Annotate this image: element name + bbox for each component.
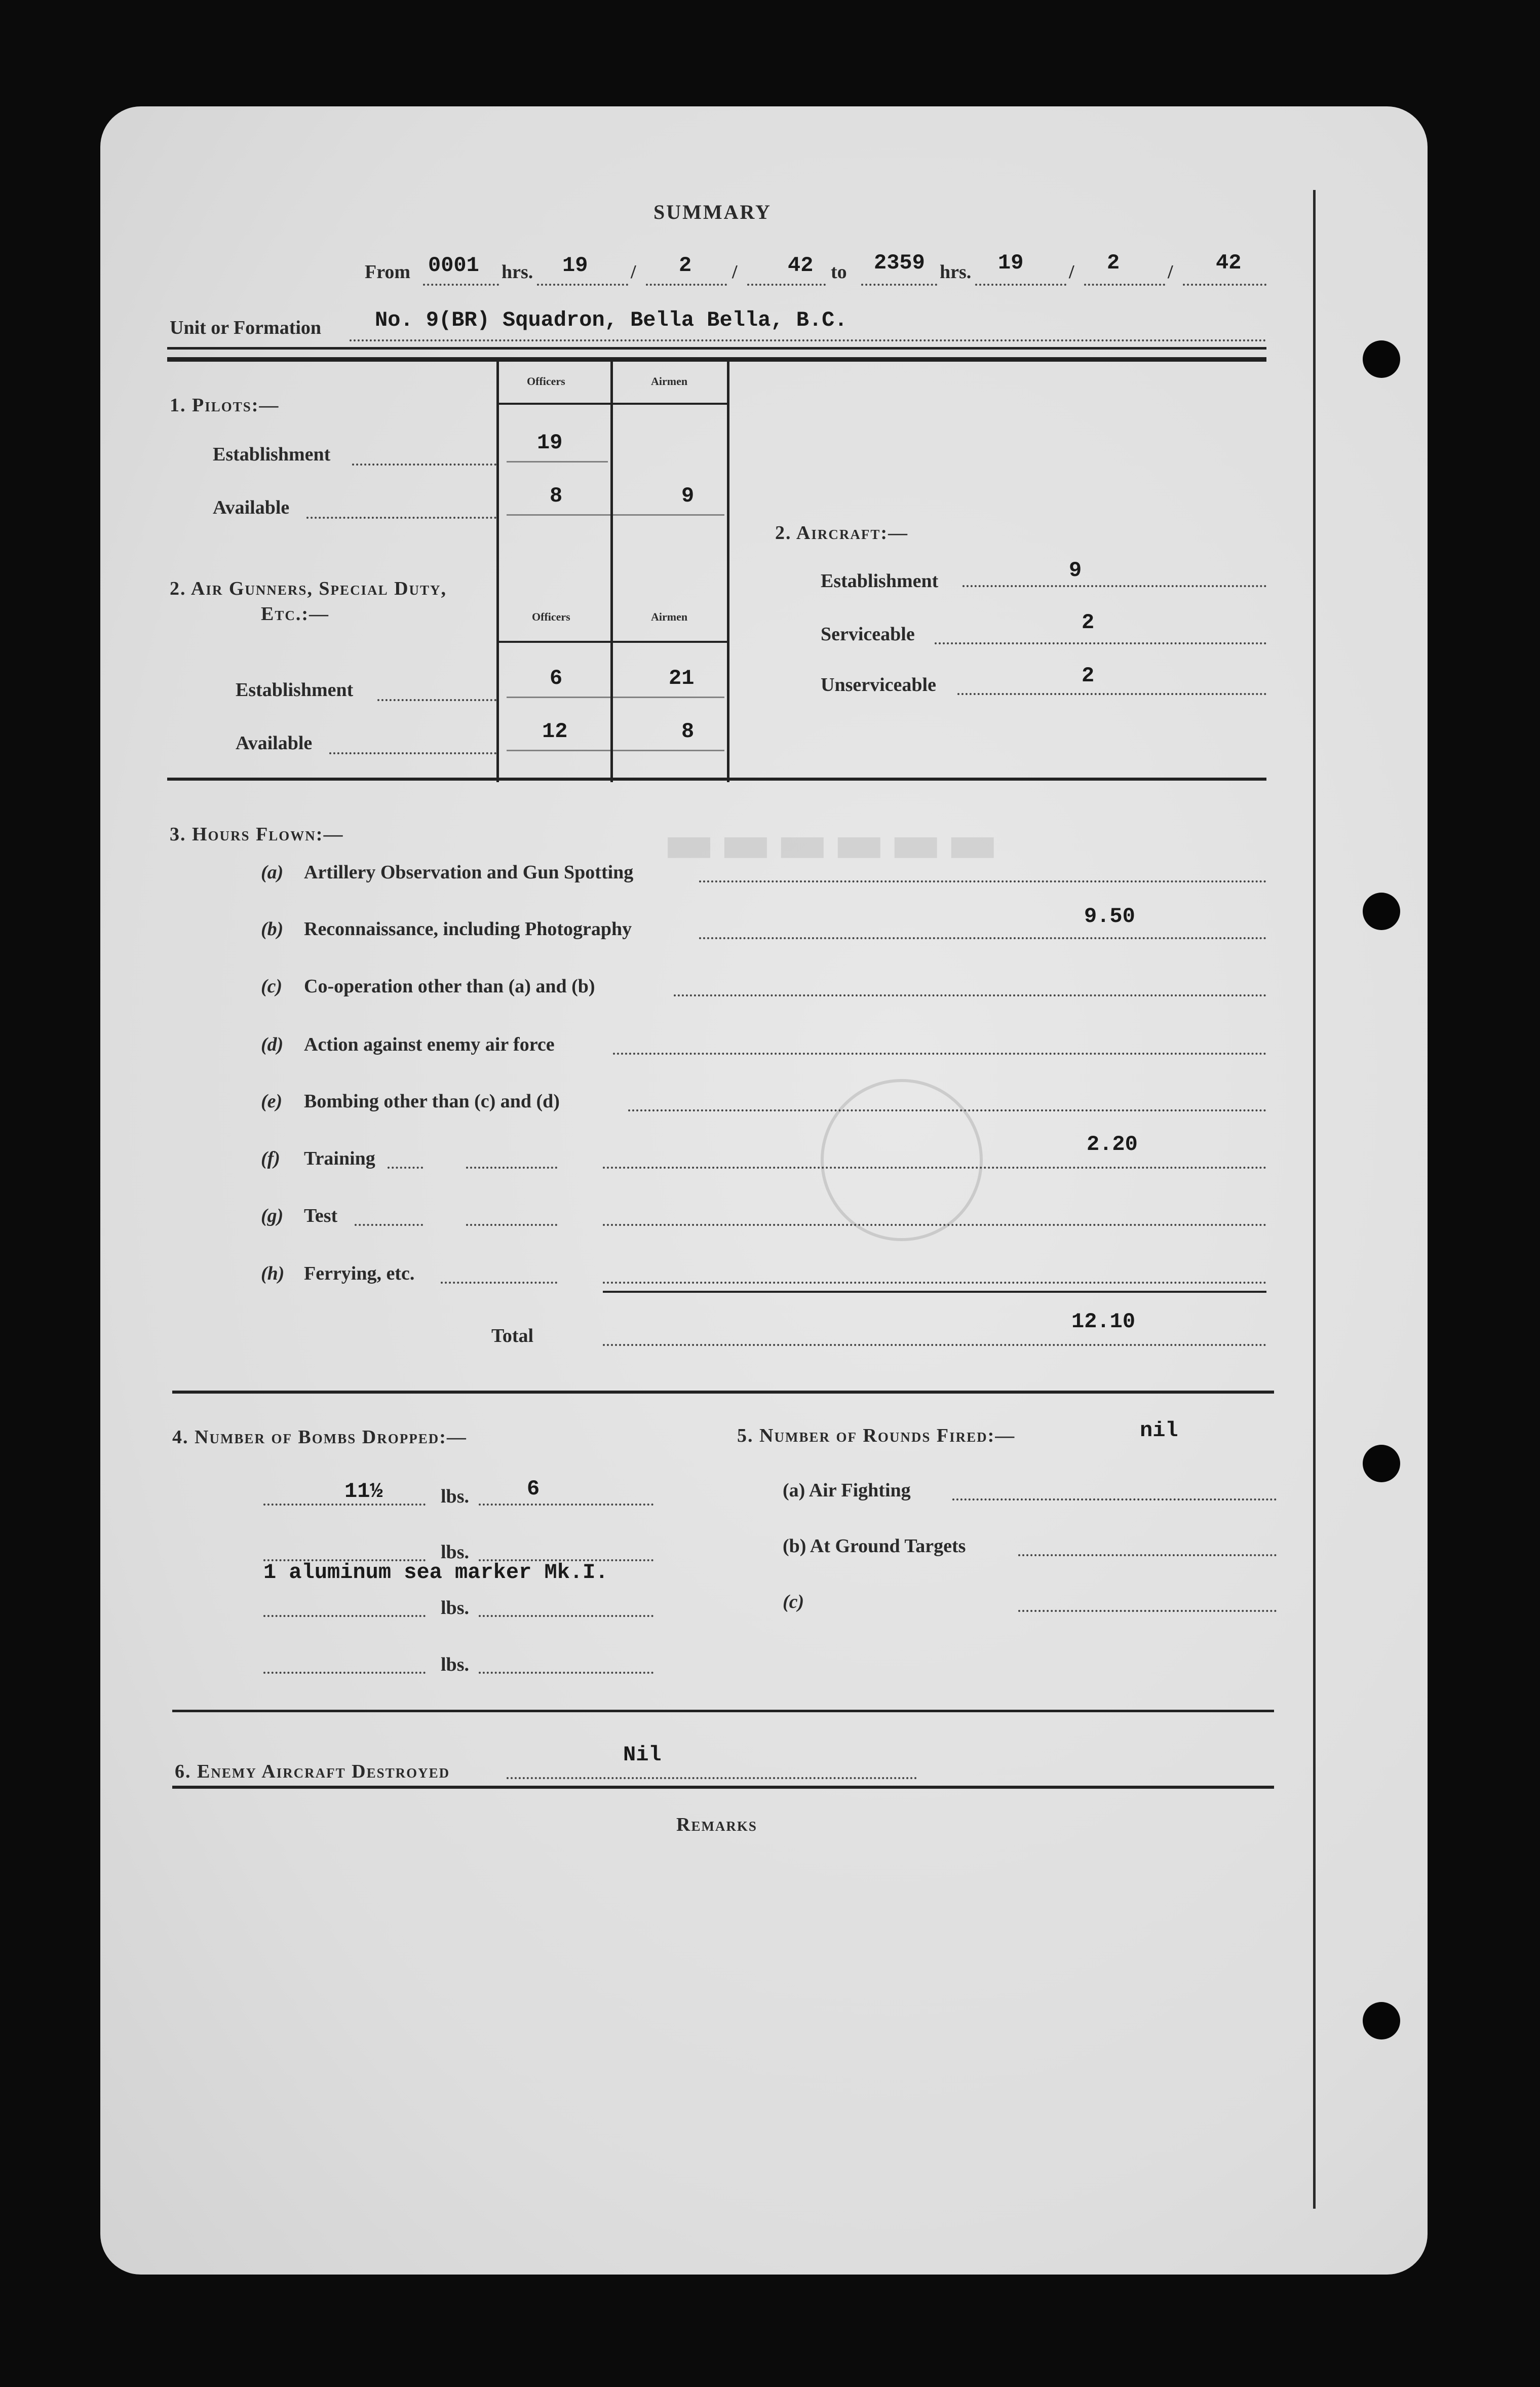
gunners-available-airmen: 8 xyxy=(681,719,695,744)
bombs-lbs-label: lbs. xyxy=(441,1654,469,1675)
bombs-row1-count: 6 xyxy=(527,1477,540,1501)
from-time: 0001 xyxy=(428,253,479,278)
unit-label: Unit or Formation xyxy=(170,317,322,338)
binder-hole xyxy=(1363,340,1400,378)
hours-flown-heading: 3. Hours Flown:— xyxy=(170,824,344,845)
hours-line xyxy=(466,1224,557,1226)
aircraft-unserviceable-line xyxy=(957,693,1266,695)
hours-line xyxy=(466,1167,557,1169)
faded-stamp xyxy=(821,1079,983,1241)
pilots-available-officers: 8 xyxy=(550,484,563,508)
gunners-available-line xyxy=(329,752,496,754)
hours-line xyxy=(355,1224,423,1226)
to-year: 42 xyxy=(1216,251,1242,275)
to-month-line xyxy=(1084,284,1165,286)
bombs-lbs-label: lbs. xyxy=(441,1542,469,1563)
gunners-establishment-label: Establishment xyxy=(236,679,354,701)
gunners-establishment-airmen: 21 xyxy=(669,666,695,690)
section-rule xyxy=(167,778,1266,781)
slash: / xyxy=(732,261,738,283)
aircraft-serviceable-label: Serviceable xyxy=(821,624,915,645)
aircraft-establishment-label: Establishment xyxy=(821,570,939,592)
margin-rule xyxy=(1313,190,1316,2209)
pilots-establishment-officers: 19 xyxy=(537,431,563,455)
from-year: 42 xyxy=(788,253,814,278)
pilots-available-line xyxy=(306,517,496,519)
gunners-available-label: Available xyxy=(236,733,313,754)
aircraft-heading: 2. Aircraft:— xyxy=(775,522,909,544)
air-gunners-heading-etc: Etc.:— xyxy=(261,603,330,625)
remarks-heading: Remarks xyxy=(676,1814,757,1835)
hours-line xyxy=(628,1109,1266,1111)
hours-label: Co-operation other than (a) and (b) xyxy=(304,976,595,997)
to-year-line xyxy=(1183,284,1266,286)
hours-key: (a) xyxy=(261,862,284,883)
rounds-heading: 5. Number of Rounds Fired:— xyxy=(737,1425,1016,1446)
from-day: 19 xyxy=(562,253,588,278)
hours-label: Reconnaissance, including Photography xyxy=(304,918,632,940)
unit-value: No. 9(BR) Squadron, Bella Bella, B.C. xyxy=(375,308,848,332)
hours-label: Bombing other than (c) and (d) xyxy=(304,1091,560,1112)
from-month-line xyxy=(646,284,727,286)
air-gunners-heading: 2. Air Gunners, Special Duty, xyxy=(170,578,447,599)
hours-key: (g) xyxy=(261,1205,284,1226)
rounds-ground-targets-label: (b) At Ground Targets xyxy=(783,1535,966,1557)
aircraft-serviceable: 2 xyxy=(1082,610,1095,635)
table-header-rule xyxy=(496,403,729,405)
total-rule xyxy=(603,1291,1266,1293)
from-month: 2 xyxy=(679,253,692,278)
section-rule xyxy=(172,1391,1274,1394)
bombs-weight-line xyxy=(263,1504,426,1506)
to-time-line xyxy=(861,284,937,286)
hours-value: 9.50 xyxy=(1084,904,1135,929)
slash: / xyxy=(631,261,636,283)
from-label: From xyxy=(365,261,411,283)
hours-total-line xyxy=(603,1344,1266,1346)
pilots-available-airmen: 9 xyxy=(681,484,695,508)
unit-line xyxy=(350,339,1266,341)
bombs-weight-line xyxy=(263,1672,426,1674)
form-title: SUMMARY xyxy=(653,201,772,223)
table-column-rule xyxy=(496,362,499,782)
hours-label: Training xyxy=(304,1148,375,1169)
hours-value: 2.20 xyxy=(1087,1132,1138,1157)
pilots-col-officers: Officers xyxy=(527,375,565,388)
rounds-value: nil xyxy=(1140,1418,1178,1443)
section-rule xyxy=(172,1786,1274,1789)
gunners-establishment-officers: 6 xyxy=(550,666,563,690)
pilots-heading: 1. Pilots:— xyxy=(170,395,280,416)
gunners-available-officers: 12 xyxy=(542,719,568,744)
hours-line xyxy=(699,880,1266,882)
pilots-available-label: Available xyxy=(213,497,290,518)
binder-hole xyxy=(1363,1445,1400,1482)
hours-line xyxy=(603,1282,1266,1284)
aircraft-unserviceable-label: Unserviceable xyxy=(821,674,936,696)
pilots-establishment-label: Establishment xyxy=(213,444,331,465)
to-month: 2 xyxy=(1107,251,1120,275)
hours-line xyxy=(441,1282,557,1284)
hours-total-value: 12.10 xyxy=(1071,1310,1136,1334)
bombs-heading: 4. Number of Bombs Dropped:— xyxy=(172,1427,467,1448)
hours-key: (d) xyxy=(261,1034,284,1055)
bombs-lbs-label: lbs. xyxy=(441,1597,469,1619)
bombs-row1-weight: 11½ xyxy=(344,1479,383,1504)
bombs-count-line xyxy=(479,1672,653,1674)
hours-key: (c) xyxy=(261,976,283,997)
from-year-line xyxy=(747,284,826,286)
hours-key: (b) xyxy=(261,918,284,940)
hours-key: (h) xyxy=(261,1263,285,1284)
slash: / xyxy=(1168,261,1173,283)
bombs-row2-note: 1 aluminum sea marker Mk.I. xyxy=(263,1560,608,1585)
table-header-rule xyxy=(496,641,729,643)
rounds-other-line xyxy=(1018,1610,1277,1612)
table-column-rule xyxy=(727,362,729,782)
hours-label: Ferrying, etc. xyxy=(304,1263,415,1284)
aircraft-establishment: 9 xyxy=(1069,558,1082,583)
to-time: 2359 xyxy=(874,251,925,275)
cell-underline xyxy=(507,514,724,516)
hours-line xyxy=(613,1053,1266,1055)
rounds-air-fighting-label: (a) Air Fighting xyxy=(783,1480,911,1501)
hours-key: (e) xyxy=(261,1091,283,1112)
form-sheet xyxy=(100,106,1428,2275)
hours-line xyxy=(674,994,1266,996)
hours-key: (f) xyxy=(261,1148,280,1169)
header-rule-thick xyxy=(167,357,1266,362)
hours-line xyxy=(603,1224,1266,1226)
cell-underline xyxy=(507,461,608,463)
rounds-ground-targets-line xyxy=(1018,1554,1277,1556)
to-day: 19 xyxy=(998,251,1024,275)
hours-line xyxy=(603,1167,1266,1169)
aircraft-unserviceable: 2 xyxy=(1082,664,1095,688)
gunners-establishment-line xyxy=(377,699,496,701)
hours-label: Test xyxy=(304,1205,338,1226)
gunners-col-officers: Officers xyxy=(532,610,570,623)
hours-total-label: Total xyxy=(491,1325,534,1346)
enemy-aircraft-value: Nil xyxy=(623,1743,662,1767)
section-rule xyxy=(172,1710,1274,1712)
hours-label: Action against enemy air force xyxy=(304,1034,555,1055)
slash: / xyxy=(1069,261,1074,283)
from-time-line xyxy=(423,284,499,286)
gunners-col-airmen: Airmen xyxy=(651,610,688,623)
from-day-line xyxy=(537,284,628,286)
aircraft-serviceable-line xyxy=(935,642,1266,644)
enemy-aircraft-line xyxy=(507,1777,917,1779)
cell-underline xyxy=(507,697,724,698)
aircraft-establishment-line xyxy=(962,585,1266,587)
rounds-air-fighting-line xyxy=(952,1498,1277,1500)
table-column-rule xyxy=(610,362,613,782)
pilots-col-airmen: Airmen xyxy=(651,375,688,388)
bombs-lbs-label: lbs. xyxy=(441,1486,469,1507)
binder-hole xyxy=(1363,893,1400,930)
rounds-other-label: (c) xyxy=(783,1591,804,1612)
bombs-weight-line xyxy=(263,1615,426,1617)
cell-underline xyxy=(507,750,724,751)
to-day-line xyxy=(975,284,1066,286)
header-rule xyxy=(167,347,1266,350)
to-hrs-label: hrs. xyxy=(940,261,972,283)
hours-line xyxy=(388,1167,423,1169)
bleed-through-mark: ▬▬▬▬▬▬ xyxy=(659,811,999,875)
from-hrs-label: hrs. xyxy=(502,261,533,283)
bombs-count-line xyxy=(479,1504,653,1506)
hours-line xyxy=(699,937,1266,939)
hours-label: Artillery Observation and Gun Spotting xyxy=(304,862,634,883)
bombs-count-line xyxy=(479,1615,653,1617)
enemy-aircraft-heading: 6. Enemy Aircraft Destroyed xyxy=(175,1761,450,1782)
pilots-establishment-line xyxy=(352,464,496,466)
to-label: to xyxy=(831,261,847,283)
binder-hole xyxy=(1363,2002,1400,2039)
